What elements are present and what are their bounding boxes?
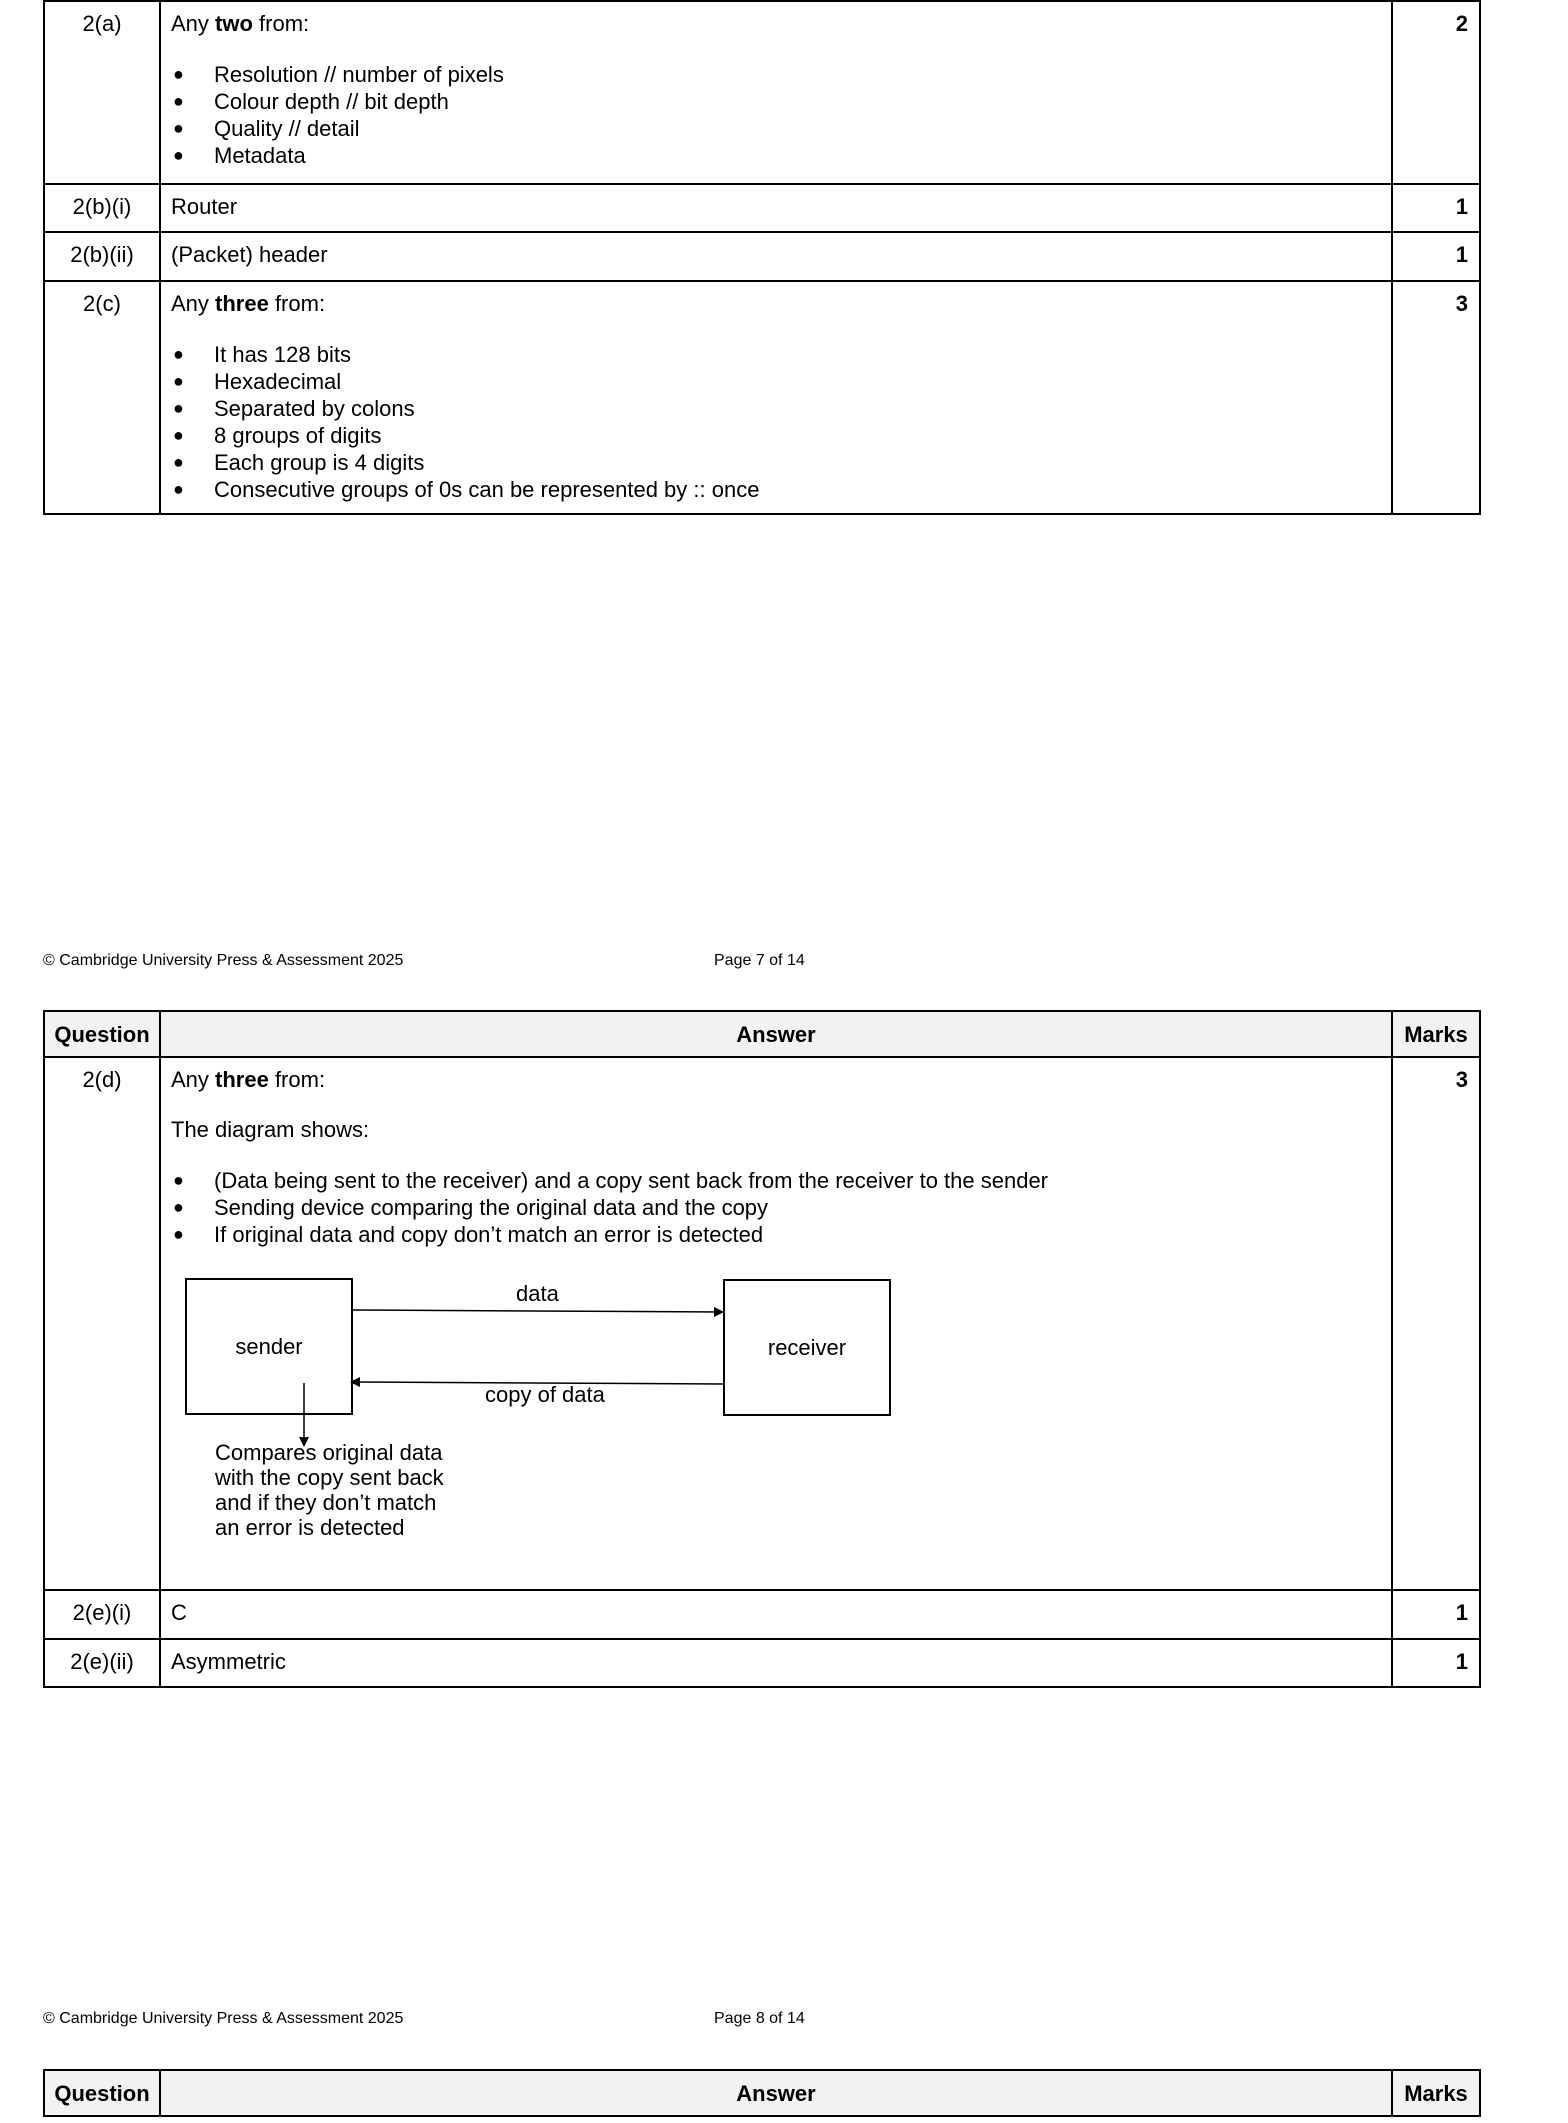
answer-cell: Router [160, 184, 1392, 232]
list-item: ● Hexadecimal [173, 369, 342, 394]
copyright-text: © Cambridge University Press & Assessment 2025 [43, 952, 404, 969]
marks-cell: 1 [1392, 232, 1480, 281]
column-header-answer: Answer [160, 2070, 1392, 2116]
list-item: ● Each group is 4 digits [173, 450, 425, 475]
list-item: ● Resolution // number of pixels [173, 62, 504, 87]
sender-box [185, 1278, 353, 1415]
list-item: ● (Data being sent to the receiver) and a copy sent back from the receiver to the sender [173, 1168, 1049, 1193]
answer-intro: Any three from: [171, 1067, 326, 1092]
marks-cell: 2 [1392, 1, 1480, 184]
copy-arrow-label: copy of data [485, 1382, 605, 1407]
marks-cell: 1 [1392, 1639, 1480, 1687]
answer-cell [160, 1057, 1392, 1590]
marks-cell: 3 [1392, 1057, 1480, 1590]
list-item: ● It has 128 bits [173, 342, 351, 367]
receiver-label: receiver [767, 1335, 847, 1360]
mark-scheme-table-2 [43, 1010, 1481, 1688]
marks-cell: 1 [1392, 184, 1480, 232]
copyright-text: © Cambridge University Press & Assessment 2025 [43, 2010, 404, 2027]
column-header-question: Question [44, 2070, 160, 2116]
sender-label: sender [235, 1334, 303, 1359]
data-arrow [351, 1310, 723, 1312]
question-number: 2(a) [44, 1, 160, 184]
column-header-marks: Marks [1392, 1011, 1480, 1057]
table-row-2bii [44, 232, 1480, 281]
mark-scheme-table-3 [43, 2069, 1481, 2117]
page-footer [43, 2010, 805, 2028]
answer-intro: Any three from: [171, 291, 326, 316]
table-row-2c [44, 281, 1480, 514]
list-item: ● Colour depth // bit depth [173, 89, 449, 114]
table-row-2d [44, 1057, 1480, 1590]
page-footer [43, 952, 805, 970]
answer-intro: Any two from: [171, 11, 310, 36]
question-number: 2(b)(ii) [44, 232, 160, 281]
list-item: ● Separated by colons [173, 396, 415, 421]
table-row-2a [44, 1, 1480, 184]
list-item: ● Consecutive groups of 0s can be represented by :: once [173, 477, 760, 502]
column-header-marks: Marks [1392, 2070, 1480, 2116]
list-item: ● If original data and copy don’t match an error is detected [173, 1222, 764, 1247]
page-number: Page 7 of 14 [714, 952, 805, 969]
mark-scheme-table-1 [43, 0, 1481, 515]
column-header-question: Question [44, 1011, 160, 1057]
receiver-box [723, 1279, 891, 1416]
page-number: Page 8 of 14 [714, 2010, 805, 2027]
question-number: 2(e)(ii) [44, 1639, 160, 1687]
answer-cell: Asymmetric [160, 1639, 1392, 1687]
answer-cell: (Packet) header [160, 232, 1392, 281]
question-number: 2(d) [44, 1057, 160, 1590]
answer-cell [160, 1, 1392, 184]
question-number: 2(e)(i) [44, 1590, 160, 1639]
answer-subintro: The diagram shows: [171, 1117, 370, 1142]
column-header-answer: Answer [160, 1011, 1392, 1057]
list-item: ● Metadata [173, 143, 306, 168]
echo-check-diagram [171, 1278, 1071, 1578]
marks-cell: 3 [1392, 281, 1480, 514]
list-item: ● 8 groups of digits [173, 423, 382, 448]
answer-bullet-list [171, 61, 1381, 169]
compare-note: Compares original data with the copy sent back and if they don’t match an error is detected [215, 1440, 444, 1540]
table-row-2ei [44, 1590, 1480, 1639]
question-number: 2(c) [44, 281, 160, 514]
marks-cell: 1 [1392, 1590, 1480, 1639]
list-item: ● Quality // detail [173, 116, 360, 141]
answer-cell: C [160, 1590, 1392, 1639]
table-header-row [44, 1011, 1480, 1057]
answer-bullet-list [171, 1167, 1381, 1248]
table-row-2bi [44, 184, 1480, 232]
table-row-2eii [44, 1639, 1480, 1687]
data-arrow-label: data [516, 1281, 559, 1306]
answer-bullet-list [171, 341, 1381, 503]
table-header-row [44, 2070, 1480, 2116]
list-item: ● Sending device comparing the original data and the copy [173, 1195, 769, 1220]
answer-cell [160, 281, 1392, 514]
question-number: 2(b)(i) [44, 184, 160, 232]
